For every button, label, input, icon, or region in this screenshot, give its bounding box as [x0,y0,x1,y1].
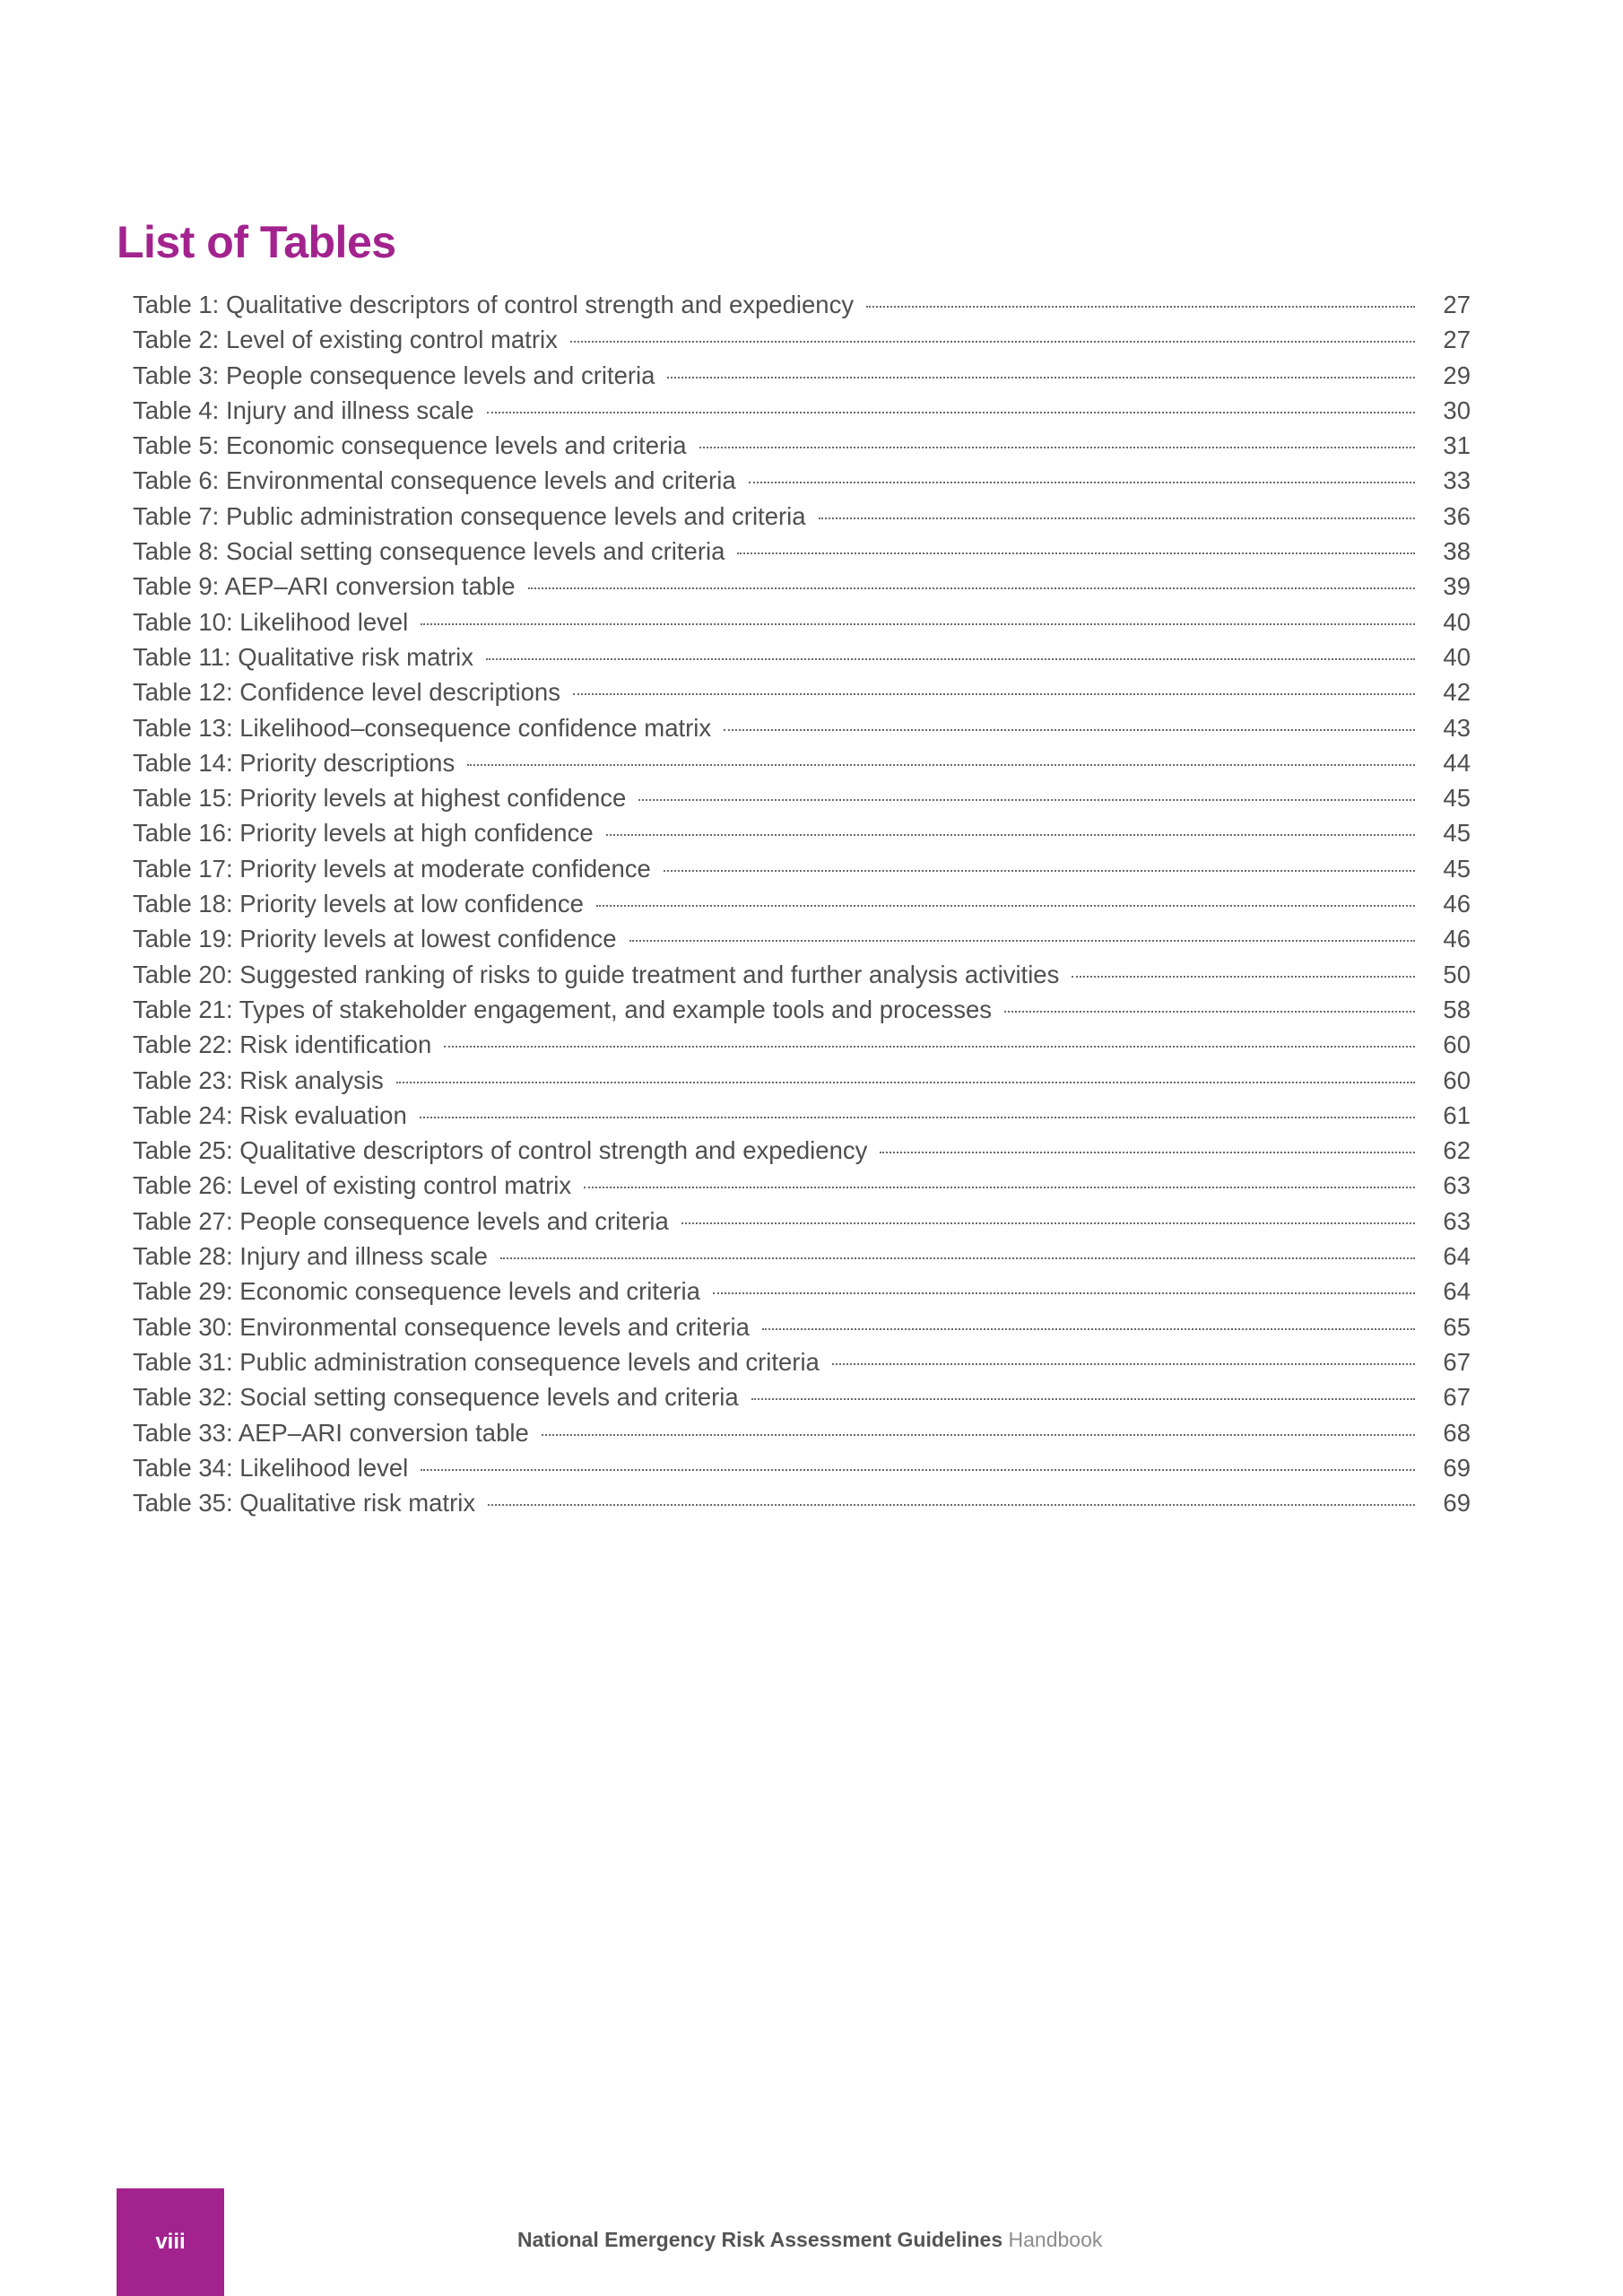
dot-leader [866,306,1415,308]
toc-entry[interactable] [133,1415,1471,1450]
toc-entry-label: Table 18: Priority levels at low confidence [133,890,584,918]
toc-entry-page: 27 [1443,326,1471,354]
dot-leader [584,1187,1415,1188]
toc-entry-page: 29 [1443,361,1471,389]
toc-entry-page: 36 [1443,501,1471,530]
toc-entry[interactable] [133,1239,1471,1274]
footer-document-title [517,2226,1102,2253]
toc-entry-page: 40 [1443,642,1471,671]
toc-entry-page: 46 [1443,925,1471,953]
dot-leader [724,729,1415,731]
dot-leader [629,940,1415,942]
dot-leader [1072,976,1415,978]
list-of-tables [133,287,1471,1520]
toc-entry-label: Table 9: AEP–ARI conversion table [133,572,516,601]
dot-leader [713,1292,1415,1294]
dot-leader [762,1328,1415,1330]
toc-entry-label: Table 33: AEP–ARI conversion table [133,1418,529,1447]
toc-entry-label: Table 30: Environmental consequence levels and criteria [133,1312,750,1341]
toc-entry[interactable] [133,745,1471,780]
toc-entry-label: Table 34: Likelihood level [133,1453,409,1482]
toc-entry[interactable] [133,1027,1471,1062]
toc-entry-page: 45 [1443,854,1471,883]
toc-entry[interactable] [133,1379,1471,1414]
toc-entry-label: Table 23: Risk analysis [133,1065,384,1094]
toc-entry-page: 31 [1443,431,1471,460]
toc-entry-page: 44 [1443,748,1471,777]
toc-entry-page: 33 [1443,466,1471,495]
toc-entry[interactable] [133,1098,1471,1133]
page-number-tab [117,2188,224,2296]
dot-leader [542,1434,1415,1436]
toc-entry-label: Table 17: Priority levels at moderate confidence [133,854,651,883]
toc-entry-page: 68 [1443,1418,1471,1447]
toc-entry-page: 67 [1443,1347,1471,1376]
toc-entry-label: Table 26: Level of existing control matrix [133,1171,572,1200]
toc-entry-label: Table 11: Qualitative risk matrix [133,642,474,671]
toc-entry[interactable] [133,1063,1471,1098]
toc-entry[interactable] [133,287,1471,322]
toc-entry-label: Table 32: Social setting consequence levels and criteria [133,1383,739,1412]
toc-entry[interactable] [133,992,1471,1027]
toc-entry[interactable] [133,639,1471,674]
dot-leader [751,1398,1415,1400]
dot-leader [681,1222,1415,1224]
toc-entry[interactable] [133,428,1471,463]
toc-entry-page: 30 [1443,396,1471,424]
dot-leader [500,1257,1415,1259]
toc-entry[interactable] [133,1485,1471,1520]
dot-leader [570,341,1415,343]
dot-leader [420,1117,1415,1118]
toc-entry[interactable] [133,499,1471,534]
toc-entry-label: Table 10: Likelihood level [133,607,409,636]
dot-leader [667,377,1415,378]
toc-entry-label: Table 35: Qualitative risk matrix [133,1489,476,1518]
toc-entry[interactable] [133,322,1471,357]
toc-entry-page: 38 [1443,537,1471,566]
dot-leader [699,447,1415,448]
dot-leader [606,834,1415,836]
toc-entry-label: Table 5: Economic consequence levels and criteria [133,431,687,460]
toc-entry-page: 46 [1443,890,1471,918]
toc-entry-label: Table 22: Risk identification [133,1031,432,1059]
toc-entry-page: 39 [1443,572,1471,601]
toc-entry-label: Table 4: Injury and illness scale [133,396,474,424]
toc-entry-label: Table 29: Economic consequence levels and criteria [133,1277,700,1306]
toc-entry-label: Table 31: Public administration consequence levels and criteria [133,1347,820,1376]
toc-entry-page: 60 [1443,1031,1471,1059]
page-number: viii [155,2230,186,2254]
dot-leader [880,1152,1415,1153]
toc-entry-label: Table 21: Types of stakeholder engagement, and example tools and processes [133,995,993,1023]
dot-leader [749,482,1415,483]
dot-leader [1004,1011,1415,1013]
toc-entry[interactable] [133,851,1471,886]
toc-entry-page: 27 [1443,291,1471,318]
toc-entry-label: Table 7: Public administration consequence levels and criteria [133,501,806,530]
toc-entry-label: Table 20: Suggested ranking of risks to guide treatment and further analysis activities [133,960,1060,988]
toc-entry-label: Table 12: Confidence level descriptions [133,678,560,707]
toc-entry-page: 62 [1443,1136,1471,1165]
dot-leader [819,517,1415,519]
toc-entry-label: Table 27: People consequence levels and criteria [133,1206,669,1235]
toc-entry[interactable] [133,710,1471,745]
toc-entry[interactable] [133,569,1471,604]
dot-leader [737,552,1415,554]
toc-entry-page: 69 [1443,1489,1471,1518]
dot-leader [638,799,1415,801]
toc-entry[interactable] [133,1274,1471,1309]
toc-entry[interactable] [133,674,1471,709]
dot-leader [396,1082,1415,1083]
dot-leader [573,693,1415,695]
dot-leader [664,870,1415,872]
toc-entry[interactable] [133,358,1471,393]
toc-entry-page: 45 [1443,784,1471,813]
toc-entry-label: Table 8: Social setting consequence levels and criteria [133,537,725,566]
toc-entry-label: Table 14: Priority descriptions [133,748,456,777]
dot-leader [467,764,1415,766]
toc-entry-label: Table 1: Qualitative descriptors of control strength and expediency [133,291,855,318]
toc-entry-page: 64 [1443,1242,1471,1271]
toc-entry[interactable] [133,921,1471,956]
toc-entry[interactable] [133,886,1471,921]
toc-entry[interactable] [133,780,1471,815]
toc-entry[interactable] [133,463,1471,498]
footer-title-bold: National Emergency Risk Assessment Guidelines [517,2228,1003,2251]
toc-entry-label: Table 13: Likelihood–consequence confidence matrix [133,713,712,742]
toc-entry-page: 69 [1443,1453,1471,1482]
toc-entry-page: 60 [1443,1065,1471,1094]
toc-entry[interactable] [133,1168,1471,1203]
toc-entry[interactable] [133,957,1471,992]
toc-entry-page: 61 [1443,1100,1471,1129]
dot-leader [486,658,1415,660]
toc-entry-label: Table 3: People consequence levels and criteria [133,361,655,389]
toc-entry[interactable] [133,1450,1471,1485]
page-title: List of Tables [117,217,396,267]
toc-entry-label: Table 2: Level of existing control matrix [133,326,558,354]
toc-entry[interactable] [133,534,1471,569]
toc-entry[interactable] [133,815,1471,850]
toc-entry-label: Table 24: Risk evaluation [133,1100,407,1129]
dot-leader [421,1469,1415,1471]
toc-entry-label: Table 6: Environmental consequence levels and criteria [133,466,736,495]
toc-entry-page: 42 [1443,678,1471,707]
toc-entry-label: Table 25: Qualitative descriptors of control strength and expediency [133,1136,868,1165]
dot-leader [488,1504,1415,1506]
toc-entry-page: 63 [1443,1171,1471,1200]
toc-entry[interactable] [133,1344,1471,1379]
toc-entry-page: 40 [1443,607,1471,636]
toc-entry-label: Table 16: Priority levels at high confidence [133,819,594,848]
footer-title-light: Handbook [1008,2228,1103,2251]
toc-entry[interactable] [133,1204,1471,1239]
dot-leader [444,1046,1415,1048]
dot-leader [421,623,1415,625]
toc-entry-page: 63 [1443,1206,1471,1235]
toc-entry[interactable] [133,393,1471,428]
toc-entry-label: Table 28: Injury and illness scale [133,1242,488,1271]
dot-leader [487,412,1415,413]
toc-entry-page: 65 [1443,1312,1471,1341]
toc-entry-label: Table 15: Priority levels at highest confidence [133,784,627,813]
toc-entry-page: 64 [1443,1277,1471,1306]
toc-entry[interactable] [133,1133,1471,1168]
toc-entry-label: Table 19: Priority levels at lowest confidence [133,925,617,953]
dot-leader [528,587,1415,589]
toc-entry[interactable] [133,604,1471,639]
toc-entry[interactable] [133,1309,1471,1344]
toc-entry-page: 67 [1443,1383,1471,1412]
toc-entry-page: 50 [1443,960,1471,988]
toc-entry-page: 43 [1443,713,1471,742]
dot-leader [832,1363,1415,1365]
toc-entry-page: 45 [1443,819,1471,848]
dot-leader [596,905,1415,907]
toc-entry-page: 58 [1443,995,1471,1023]
